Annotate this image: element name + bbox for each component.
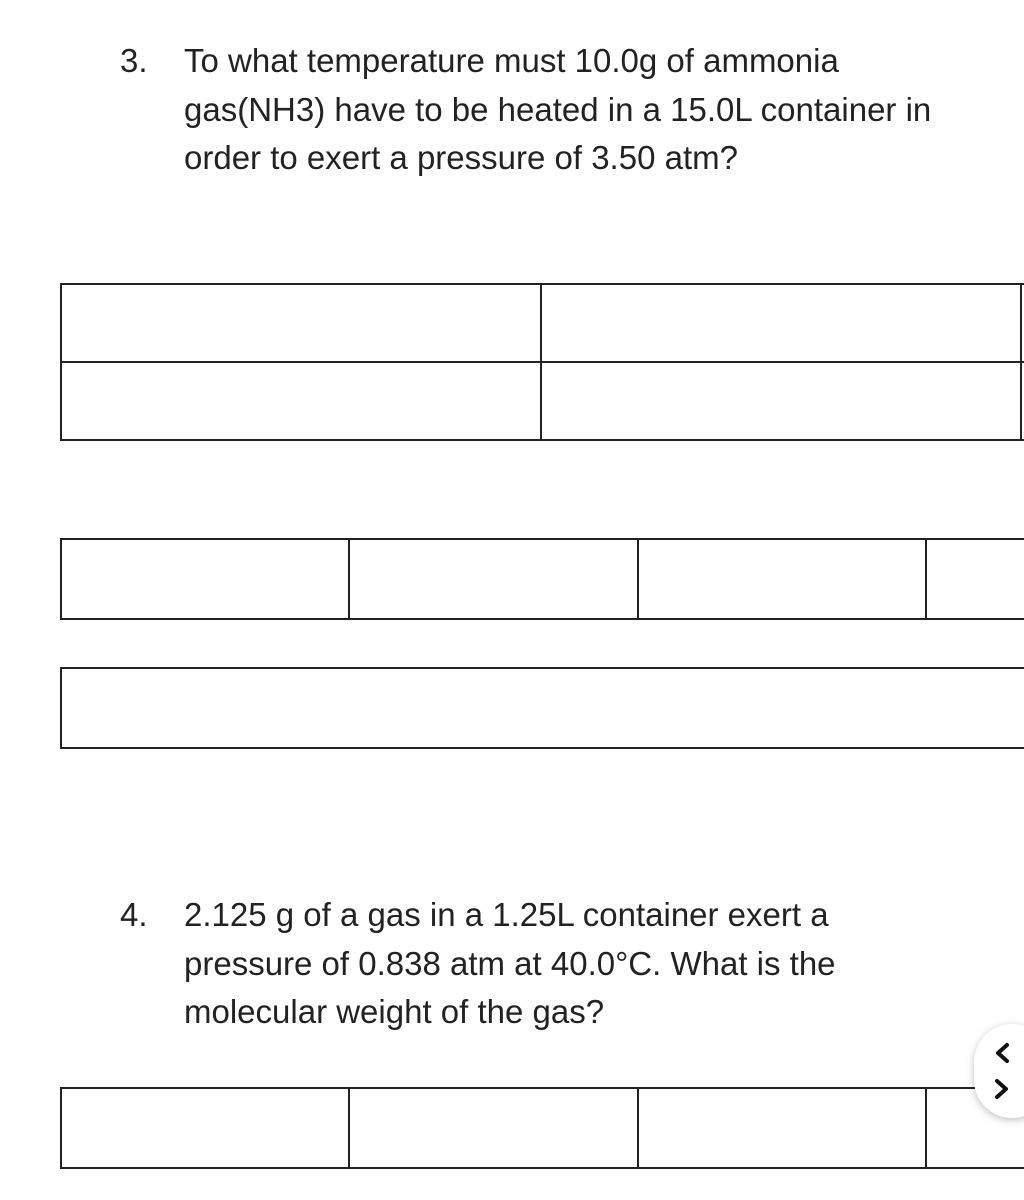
- table-row: [62, 363, 1024, 441]
- question-text: 2.125 g of a gas in a 1.25L container exert a pressure of 0.838 atm at 40.0°C. What is the molecular weight of the gas?: [184, 896, 836, 1030]
- table-row: [62, 669, 1024, 749]
- answer-table-4-col: [60, 538, 1024, 620]
- question-4: [120, 891, 940, 1037]
- table-row: [62, 1089, 1024, 1169]
- table-cell[interactable]: [62, 285, 542, 361]
- table-cell[interactable]: [350, 540, 638, 618]
- table-cell[interactable]: [927, 540, 1024, 618]
- next-button[interactable]: [982, 1071, 1022, 1107]
- table-cell[interactable]: [350, 1089, 638, 1167]
- question-text: To what temperature must 10.0g of ammonia gas(NH3) have to be heated in a 15.0L container in order to exert a pressure of 3.50 atm?: [184, 42, 932, 176]
- question-number: 4.: [120, 896, 148, 933]
- previous-button[interactable]: [982, 1035, 1022, 1071]
- table-cell[interactable]: [639, 1089, 927, 1167]
- table-cell[interactable]: [62, 669, 1024, 747]
- question-number: 3.: [120, 42, 148, 79]
- table-cell[interactable]: [542, 363, 1022, 439]
- answer-table-2x2: [60, 283, 1024, 441]
- table-cell[interactable]: [62, 1089, 350, 1167]
- question-3: [120, 37, 940, 183]
- chevron-left-icon: [993, 1042, 1011, 1064]
- chevron-right-icon: [993, 1078, 1011, 1100]
- table-cell[interactable]: [639, 540, 927, 618]
- answer-table-4-col-q4: [60, 1087, 1024, 1169]
- table-cell[interactable]: [62, 363, 542, 439]
- answer-table-single: [60, 667, 1024, 749]
- table-cell[interactable]: [542, 285, 1022, 361]
- table-row: [62, 285, 1024, 363]
- page-navigation: [974, 1024, 1024, 1118]
- table-row: [62, 540, 1024, 620]
- table-cell[interactable]: [62, 540, 350, 618]
